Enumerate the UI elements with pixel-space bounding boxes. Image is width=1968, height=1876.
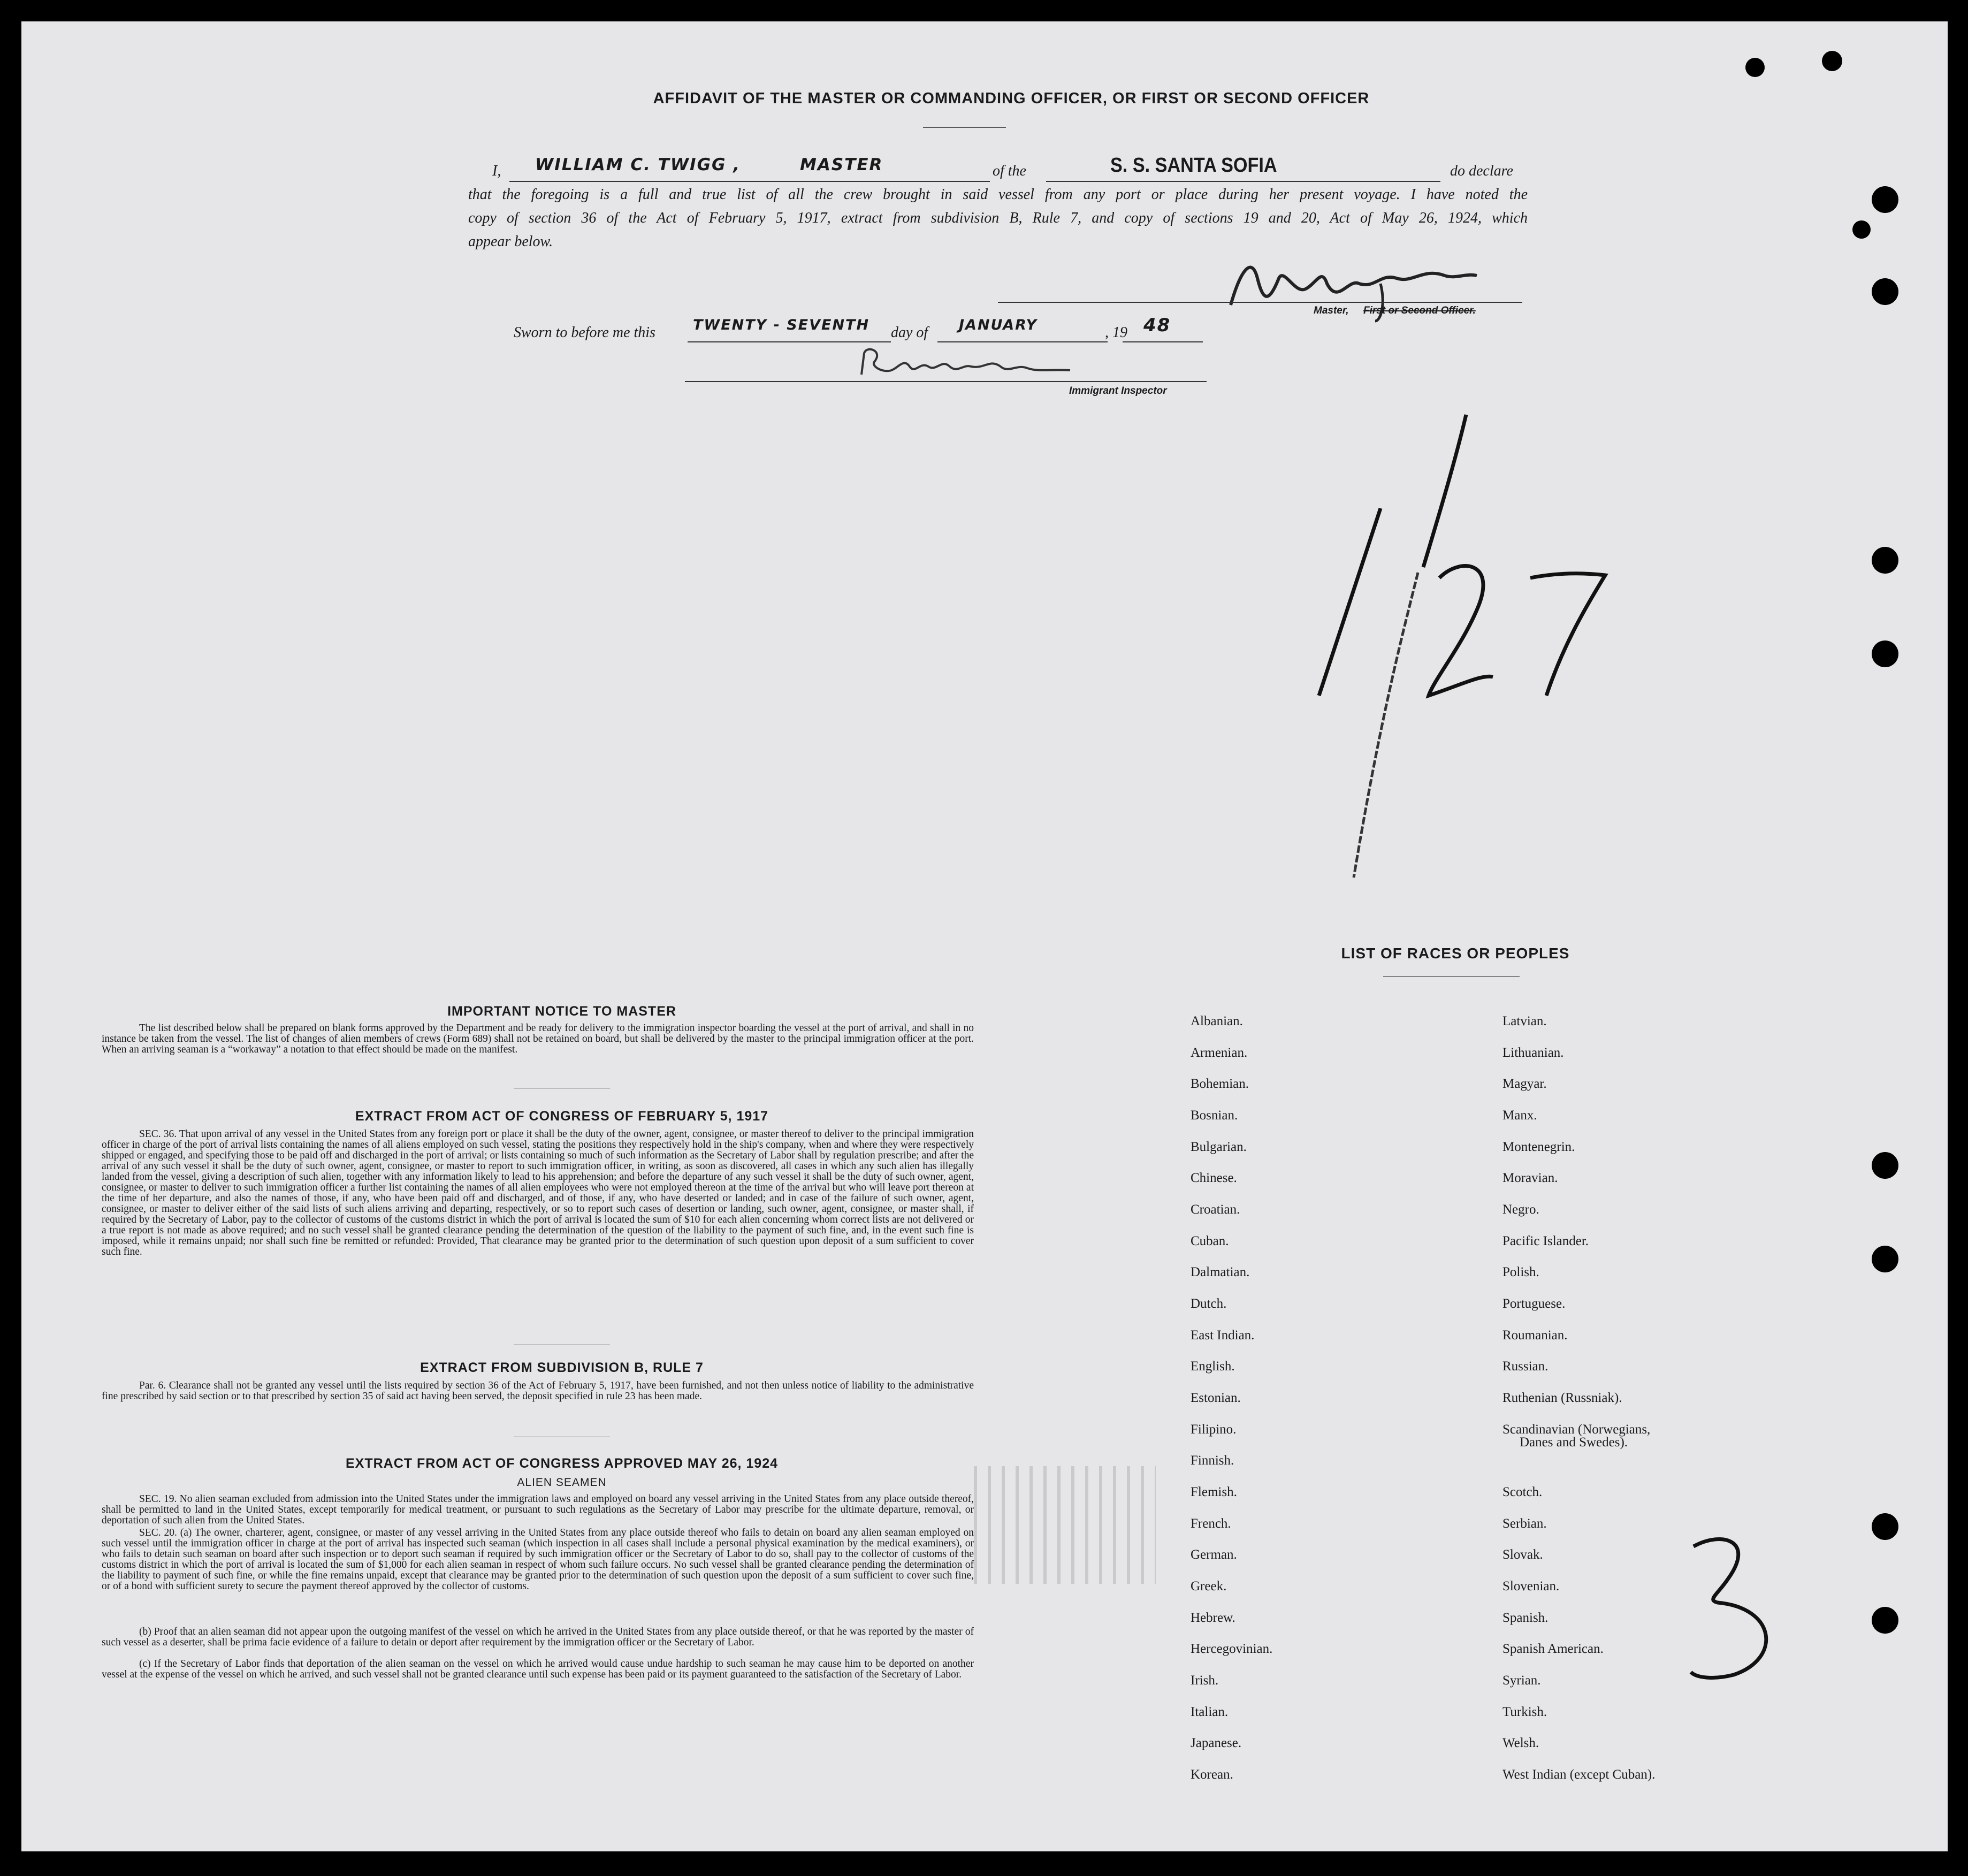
punch-hole — [1872, 1246, 1898, 1272]
race-item: English. — [1191, 1359, 1235, 1374]
race-item: Portuguese. — [1502, 1297, 1566, 1311]
race-item: Negro. — [1502, 1202, 1539, 1217]
race-item: Estonian. — [1191, 1391, 1241, 1405]
punch-hole — [1872, 186, 1898, 213]
handwritten-page-number — [1669, 1520, 1787, 1696]
race-item: Bulgarian. — [1191, 1140, 1247, 1154]
extract-1924-sec19: SEC. 19. No alien seaman excluded from admission into the United States under the immigration laws and employed on board any vessel arriving in the United States from any place outside thereof, shall be permitted to land in the United States, except temporarily for medical treatment, or pursuant to such regulations as the Secretary of Labor may prescribe for the ultimate departure, removal, or deportation of such alien from the United States. — [102, 1493, 974, 1526]
punch-hole — [1822, 51, 1842, 71]
extract-1924-sec20c: (c) If the Secretary of Labor finds that deportation of the alien seaman on the vessel on which he arrived would cause undue hardship to such seaman he may cause him to be deported on another vessel at the expense of the vessel on which he arrived, and such vessel shall not be granted clearance until such expense has been paid or its payment guaranteed to the satisfaction of the Secretary of Labor. — [102, 1658, 974, 1680]
race-item: Armenian. — [1191, 1046, 1248, 1060]
title-divider — [923, 127, 1006, 128]
race-item: East Indian. — [1191, 1328, 1255, 1343]
race-item: Bohemian. — [1191, 1077, 1249, 1091]
date-mark-text — [1252, 610, 1253, 611]
race-item: Pacific Islander. — [1502, 1234, 1589, 1248]
race-item: Magyar. — [1502, 1077, 1547, 1091]
race-item: Irish. — [1191, 1673, 1219, 1688]
race-item: Danes and Swedes). — [1520, 1435, 1628, 1450]
race-item: Scandinavian (Norwegians, — [1502, 1422, 1651, 1437]
race-item: Roumanian. — [1502, 1328, 1568, 1343]
officer-caption-struck: First or Second Officer. — [1363, 305, 1476, 316]
year-prefix: , 19 — [1105, 324, 1127, 341]
race-item: Japanese. — [1191, 1736, 1242, 1750]
affidavit-line-3: copy of section 36 of the Act of February 5, 1917, extract from subdivision B, Rule 7, and copy of sections 19 and 20, Act of May 26, 1924, which — [468, 210, 1528, 226]
year-underline — [1123, 341, 1203, 342]
i-label: I, — [492, 163, 501, 179]
race-item: Welsh. — [1502, 1736, 1539, 1750]
race-item: Hercegovinian. — [1191, 1642, 1273, 1656]
race-item: Latvian. — [1502, 1014, 1547, 1028]
do-declare-label: do declare — [1450, 163, 1513, 179]
race-item: Albanian. — [1191, 1014, 1243, 1028]
race-item: Russian. — [1502, 1359, 1549, 1374]
affidavit-title: AFFIDAVIT OF THE MASTER OR COMMANDING OFFICER, OR FIRST OR SECOND OFFICER — [653, 90, 1370, 107]
races-title-divider — [1383, 976, 1520, 977]
name-underline — [509, 181, 990, 182]
race-item: Montenegrin. — [1502, 1140, 1575, 1154]
master-caption: Master, — [1314, 305, 1349, 316]
extract-1924-sec20b: (b) Proof that an alien seaman did not appear upon the outgoing manifest of the vessel on which he arrived in the United States from any place outside thereof, or that he was reported by the master of such vessel as a deserter, shall be prima facie evidence of a failure to detain or deport after requirement by the immigration officer or the Secretary of Labor. — [102, 1626, 974, 1648]
race-item: Italian. — [1191, 1705, 1229, 1719]
notice-text: The list described below shall be prepared on blank forms approved by the Department and be ready for delivery to the immigration inspector boarding the vessel at the port of arrival, and shall in no instance be taken from the vessel. The list of changes of alien members of crews (Form 689) shall not be retained on board, but shall be delivered by the master to the principal immigration officer at the port. When an arriving seaman is a “workaway” a notation to that effect should be made on the manifest. — [102, 1023, 974, 1055]
race-item: Moravian. — [1502, 1171, 1558, 1185]
inspector-signature — [856, 342, 1134, 385]
race-item: Syrian. — [1502, 1673, 1541, 1688]
extract-1917-title: EXTRACT FROM ACT OF CONGRESS OF FEBRUARY 5, 1917 — [355, 1109, 769, 1124]
race-item: Flemish. — [1191, 1485, 1237, 1499]
affidavit-line-4: appear below. — [468, 233, 553, 250]
race-item: Polish. — [1502, 1265, 1539, 1279]
punch-hole — [1872, 640, 1898, 667]
race-item: Spanish. — [1502, 1611, 1549, 1625]
race-item: Greek. — [1191, 1579, 1227, 1593]
affidavit-line-2: that the foregoing is a full and true list of all the crew brought in said vessel from any port or place during her present voyage. I have noted the — [468, 186, 1528, 203]
punch-hole — [1852, 220, 1871, 239]
race-item: French. — [1191, 1516, 1231, 1531]
sworn-prefix: Sworn to before me this — [514, 324, 655, 341]
punch-hole — [1872, 1513, 1898, 1540]
rule7-text: Par. 6. Clearance shall not be granted any vessel until the lists required by section 36 of the Act of February 5, 1917, have been furnished, and not then unless notice of liability to the administrative fine prescribed by said section or to that prescribed by section 35 of said act having been served, the deposit specified in rule 23 has been made. — [102, 1380, 974, 1402]
master-name: WILLIAM C. TWIGG , — [535, 155, 741, 174]
race-item: Manx. — [1502, 1108, 1537, 1123]
document-page — [21, 21, 1948, 1851]
race-item: Slovenian. — [1502, 1579, 1560, 1593]
page-number-text — [1680, 1573, 1681, 1574]
day-of-label: day of — [891, 324, 928, 341]
race-item: Slovak. — [1502, 1547, 1543, 1562]
inspector-caption: Immigrant Inspector — [1069, 385, 1167, 396]
punch-hole — [1872, 278, 1898, 305]
race-item: Serbian. — [1502, 1516, 1547, 1531]
race-item: Spanish American. — [1502, 1642, 1604, 1656]
vessel-underline — [1046, 181, 1440, 182]
punch-hole — [1872, 1607, 1898, 1634]
race-item: Turkish. — [1502, 1705, 1547, 1719]
sworn-day: TWENTY - SEVENTH — [693, 317, 870, 333]
extract-1924-title: EXTRACT FROM ACT OF CONGRESS APPROVED MAY 26, 1924 — [345, 1456, 779, 1471]
punch-hole — [1872, 547, 1898, 574]
bleed-through-marks — [974, 1466, 1156, 1584]
race-item: Ruthenian (Russniak). — [1502, 1391, 1622, 1405]
of-the-label: of the — [993, 163, 1026, 179]
punch-hole — [1872, 1152, 1898, 1179]
race-item: Scotch. — [1502, 1485, 1543, 1499]
signature-line — [998, 302, 1522, 303]
race-item: Bosnian. — [1191, 1108, 1238, 1123]
inspector-line — [685, 381, 1207, 382]
races-title: LIST OF RACES OR PEOPLES — [1341, 945, 1570, 962]
year-suffix: 48 — [1143, 315, 1171, 336]
extract-1924-subtitle: ALIEN SEAMEN — [517, 1476, 607, 1489]
race-item: Hebrew. — [1191, 1611, 1235, 1625]
race-item: West Indian (except Cuban). — [1502, 1767, 1656, 1782]
race-item: Dutch. — [1191, 1297, 1227, 1311]
race-item: Lithuanian. — [1502, 1046, 1564, 1060]
punch-hole — [1745, 58, 1765, 77]
extract-1924-sec20a: SEC. 20. (a) The owner, charterer, agent, consignee, or master of any vessel arriving in the United States from any place outside thereof who fails to detain on board any alien seaman employed on such vessel until the immigration officer in charge at the port of arrival has inspected such seaman (which inspection in all cases shall include a personal physical examination by the medical examiners), or who fails to detain such seaman on board after such inspection or to deport such seaman if required by such immigration officer or the Secretary of Labor to do so, shall pay to the collector of customs of the customs district in which the port of arrival is located the sum of $1,000 for each alien seaman in respect of whom such failure occurs. No such vessel shall be granted clearance pending the determination of the liability to payment of such fine, or while the fine remains unpaid, except that clearance may be granted prior to the determination of such question upon the deposit of a sum sufficient to cover such fine, or of a bond with sufficient surety to secure the payment thereof approved by the collector of customs. — [102, 1527, 974, 1592]
race-item: Cuban. — [1191, 1234, 1229, 1248]
sworn-month: JANUARY — [959, 317, 1038, 333]
vessel-name: S. S. SANTA SOFIA — [1110, 154, 1277, 177]
race-item: German. — [1191, 1547, 1237, 1562]
race-item: Chinese. — [1191, 1171, 1237, 1185]
race-item: Dalmatian. — [1191, 1265, 1250, 1279]
race-item: Korean. — [1191, 1767, 1233, 1782]
master-title: MASTER — [800, 155, 883, 174]
race-item: Croatian. — [1191, 1202, 1240, 1217]
extract-1917-text: SEC. 36. That upon arrival of any vessel in the United States from any foreign port or place it shall be the duty of the owner, agent, consignee, or master thereof to deliver to the principal immigration officer in charge of the port of arrival lists containing the names of all aliens employed on such vessel, stating the positions they respectively hold in the ship's company, when and where they were respectively shipped or engaged, and specifying those to be paid off and discharged in the port of arrival; or lists containing so much of such information as the Secretary of Labor shall by regulation prescribe; and after the arrival of any such vessel it shall be the duty of such owner, agent, consignee, or master to report to such immigration officer, in writing, as soon as discovered, all cases in which any such alien has illegally landed from the vessel, giving a description of such alien, together with any information likely to lead to his apprehension; and before the departure of any such vessel it shall be the duty of such owner, agent, consignee, or master to deliver to such immigration officer a further list containing the names of all alien employees who were not employed thereon at the time of the arrival but who will leave port thereon at the time of her departure, and also the names of those, if any, who have been paid off and discharged, and of those, if any, who have deserted or landed; and in case of the failure of such owner, agent, consignee, or master to deliver either of the said lists of such aliens arriving and departing, respectively, or so to report such cases of desertion or landing, such owner, agent, consignee, or master shall, if required by the Secretary of Labor, pay to the collector of customs of the customs district in which the port of arrival is located the sum of $10 for each alien concerning whom correct lists are not delivered or a true report is not made as above required; and no such vessel shall be granted clearance pending the determination of the question of the liability to the payment of such fine, and, in the event such fine is imposed, while it remains unpaid; nor shall such fine be remitted or refunded: Provided, That clearance may be granted prior to the determination of such question upon deposit of a sum sufficient to cover such fine. — [102, 1128, 974, 1257]
race-item: Finnish. — [1191, 1453, 1234, 1468]
rule7-title: EXTRACT FROM SUBDIVISION B, RULE 7 — [420, 1360, 704, 1375]
race-item: Filipino. — [1191, 1422, 1237, 1437]
notice-title: IMPORTANT NOTICE TO MASTER — [447, 1004, 676, 1019]
handwritten-date-mark — [1247, 396, 1632, 904]
